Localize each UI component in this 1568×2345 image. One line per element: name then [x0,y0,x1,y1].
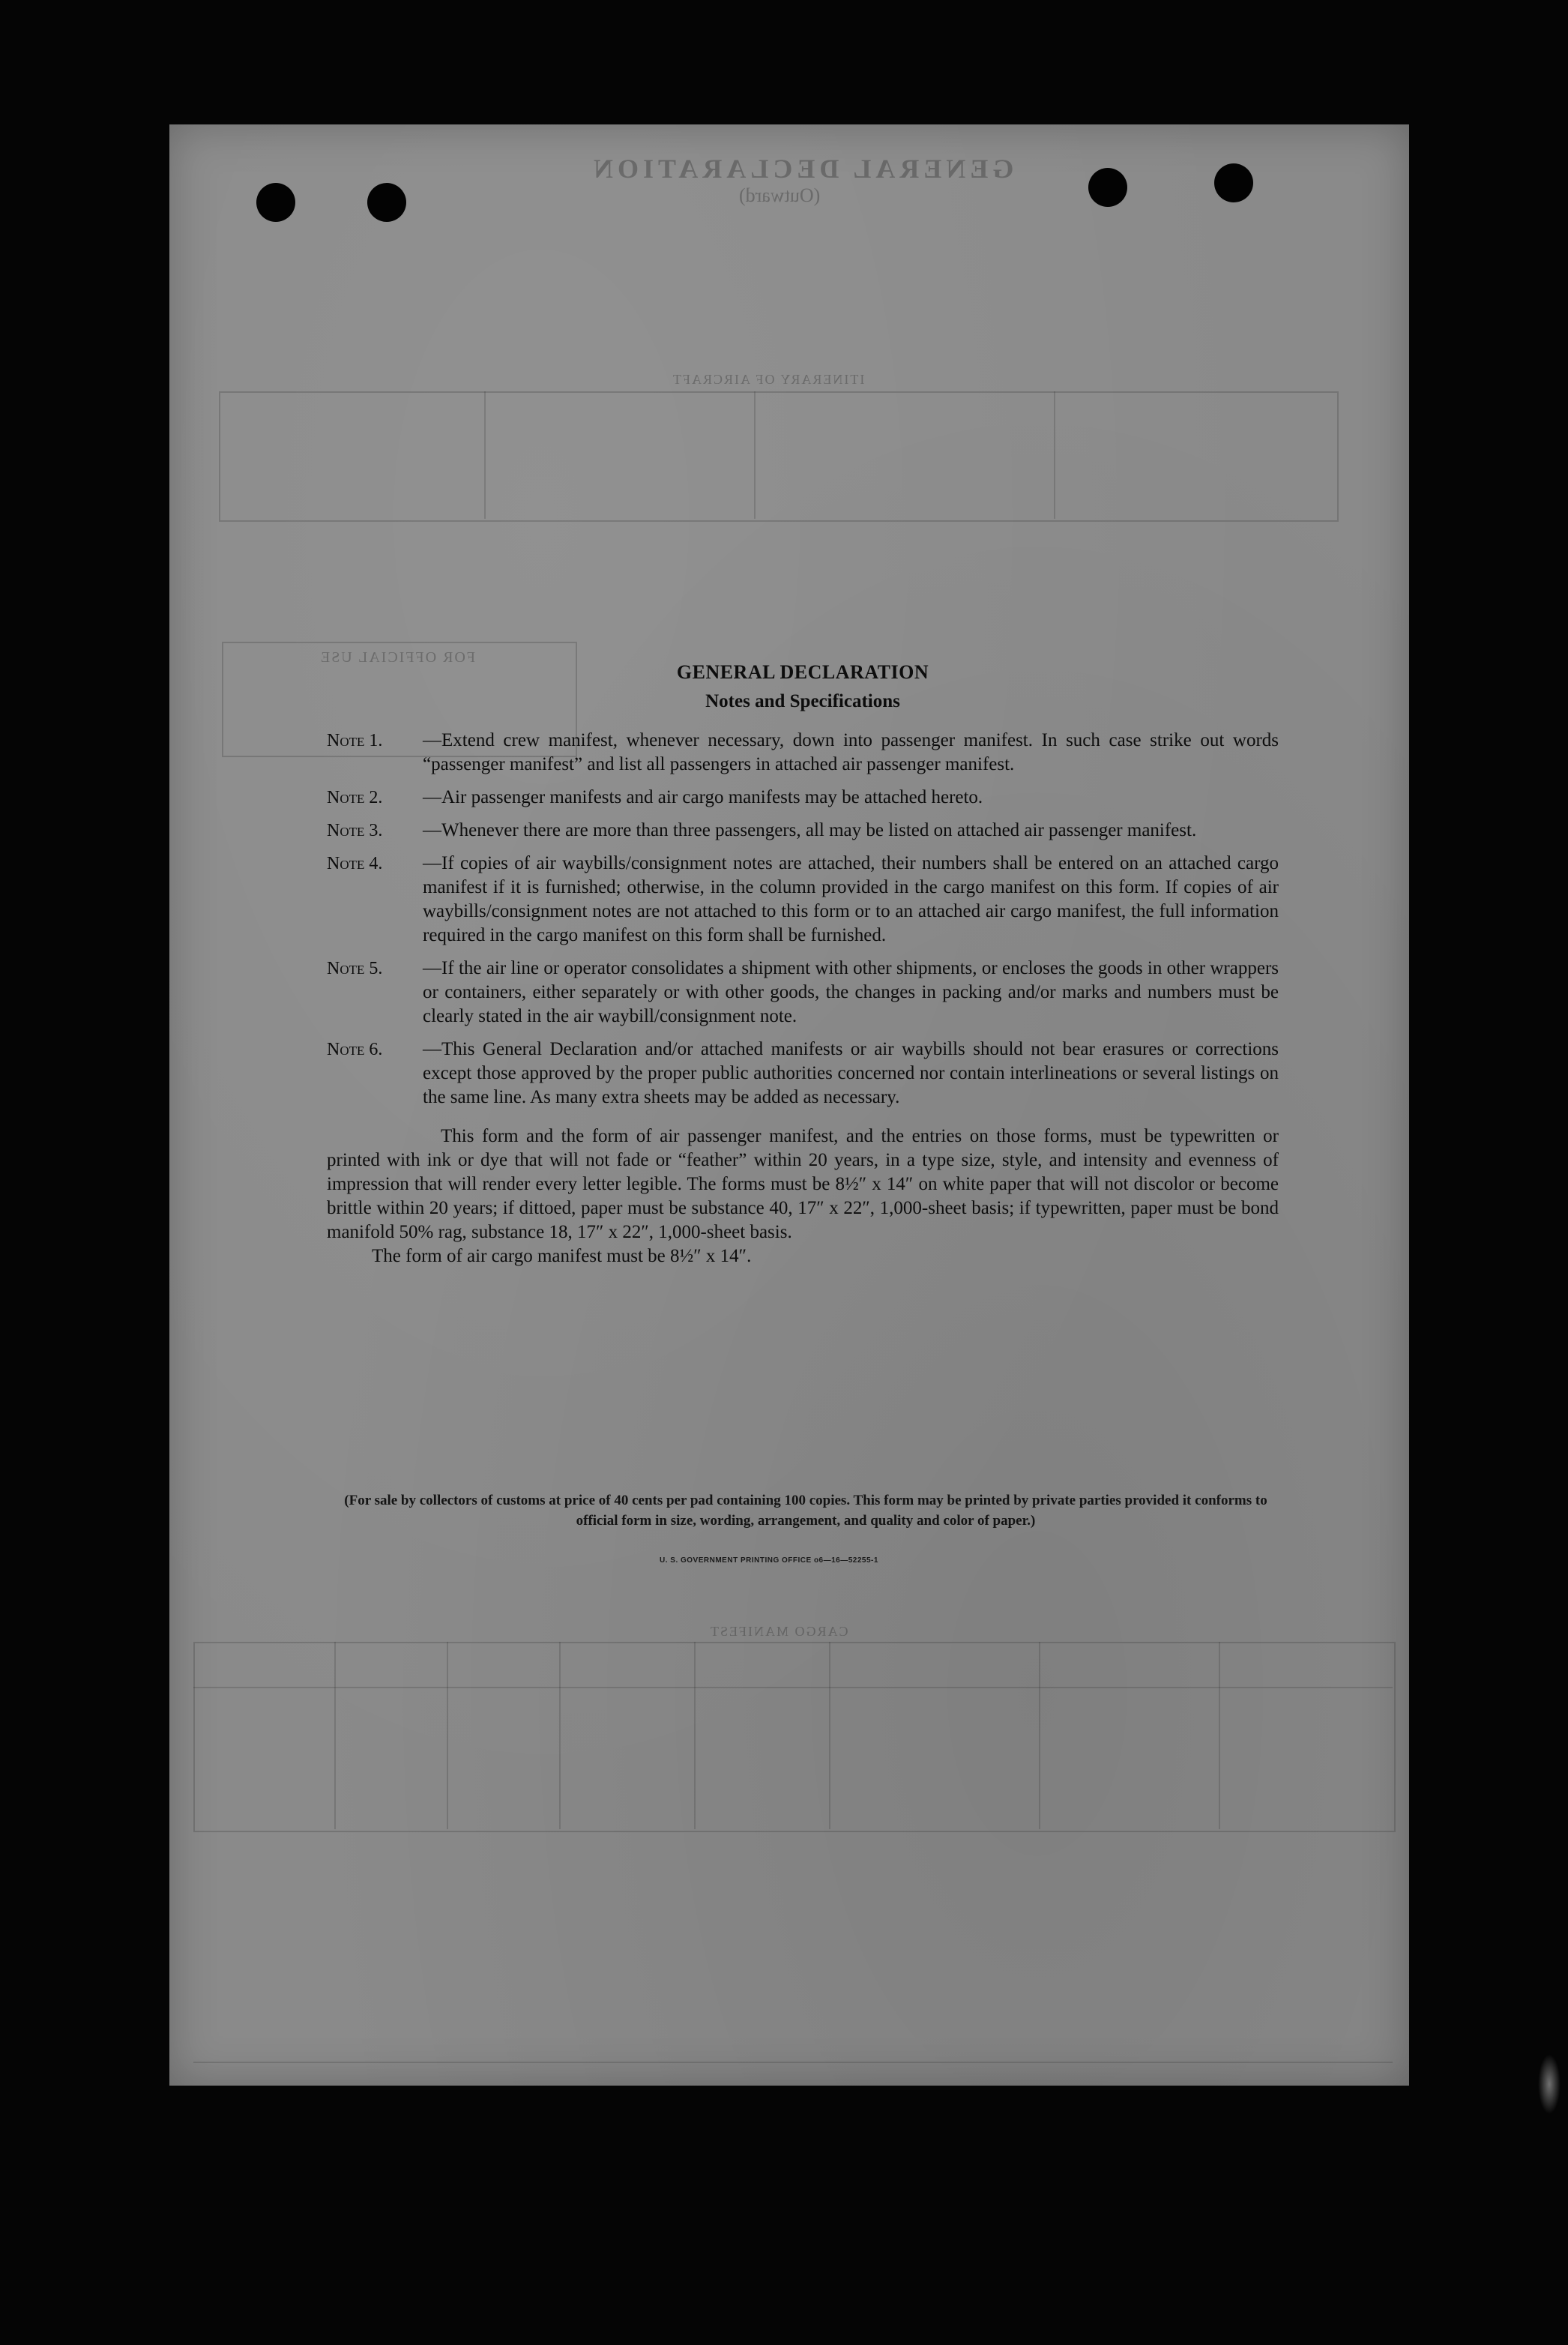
note-text: —Extend crew manifest, whenever necessary, down into passenger manifest. In such case strike out words “passenger manifest” and list all passengers in attached air passenger manifest. [423,730,1279,774]
punch-hole-4 [1214,163,1253,202]
note-label: Note 1. [327,731,383,750]
bleed-itinerary-table [219,391,1339,522]
note-1 [327,729,1279,777]
note-6 [327,1038,1279,1110]
note-label: Note 6. [327,1040,383,1059]
punch-hole-2 [367,183,406,222]
note-text: —If copies of air waybills/consignment notes are attached, their numbers shall be entered on an attached cargo manifest if it is furnished; otherwise, in the column provided in the cargo manifest on this form. If copies of air waybills/consignment notes are not attached to this form or to an attached air cargo manifest, the full information required in the cargo manifest on this form shall be furnished. [423,853,1279,945]
document-title: GENERAL DECLARATION [676,661,929,683]
scan-glare [1538,2054,1561,2114]
bleed-cargo-table [193,1642,1396,1832]
note-label: Note 3. [327,821,383,840]
note-2 [327,786,1279,810]
sale-notice: (For sale by collectors of customs at price of 40 cents per pad containing 100 copies. This form may be printed by private parties provided it conforms to official form in size, wording, arrangement, and quality and color of paper.) [344,1493,1267,1529]
note-label: Note 5. [327,959,383,978]
bleed-top-title: GENERAL DECLARATION [589,154,1014,184]
form-requirements-paragraph: This form and the form of air passenger manifest, and the entries on those forms, must be typewritten or printed with ink or dye that will not fade or “feather” within 20 years, in a type size, style, and intensity and evenness of impression that will render every letter legible. The forms must be 8½″ x 14″ on white paper that will not discolor or become brittle within 20 years; if dittoed, paper must be substance 40, 17″ x 22″, 1,000-sheet basis; if typewritten, paper must be bond manifold 50% rag, substance 18, 17″ x 22″, 1,000-sheet basis. [327,1126,1279,1242]
note-text: —If the air line or operator consolidates a shipment with other shipments, or encloses the goods in other wrappers or containers, either separately or with other goods, the changes in packing and/or marks and numbers must be clearly stated in the air waybill/consignment note. [423,958,1279,1026]
note-5 [327,957,1279,1029]
bleed-official-use: FOR OFFICIAL USE [319,649,475,666]
note-text: —This General Declaration and/or attached manifests or air waybills should not bear erasures or corrections except those approved by the proper public authorities concerned nor contain interlineations or several listings on the same line. As many extra sheets may be added as necessary. [423,1039,1279,1107]
note-4 [327,852,1279,948]
bleed-cargo-manifest: CARGO MANIFEST [709,1624,848,1639]
note-text: —Whenever there are more than three passengers, all may be listed on attached air passenger manifest. [423,820,1197,840]
note-3 [327,819,1279,843]
document-subtitle: Notes and Specifications [705,691,900,711]
bleed-top-subtitle: (Outward) [739,184,821,206]
punch-hole-3 [1088,168,1127,207]
note-label: Note 2. [327,788,383,807]
bleed-itinerary: ITINERARY OF AIRCRAFT [672,372,865,387]
note-label: Note 4. [327,854,383,873]
notes-section [327,660,1279,1268]
cargo-manifest-size-line: The form of air cargo manifest must be 8½″ x 14″. [372,1246,752,1266]
printing-office-line: U. S. GOVERNMENT PRINTING OFFICE o6—16—52255-1 [660,1556,878,1565]
note-text: —Air passenger manifests and air cargo manifests may be attached hereto. [423,787,983,807]
punch-hole-1 [256,183,295,222]
